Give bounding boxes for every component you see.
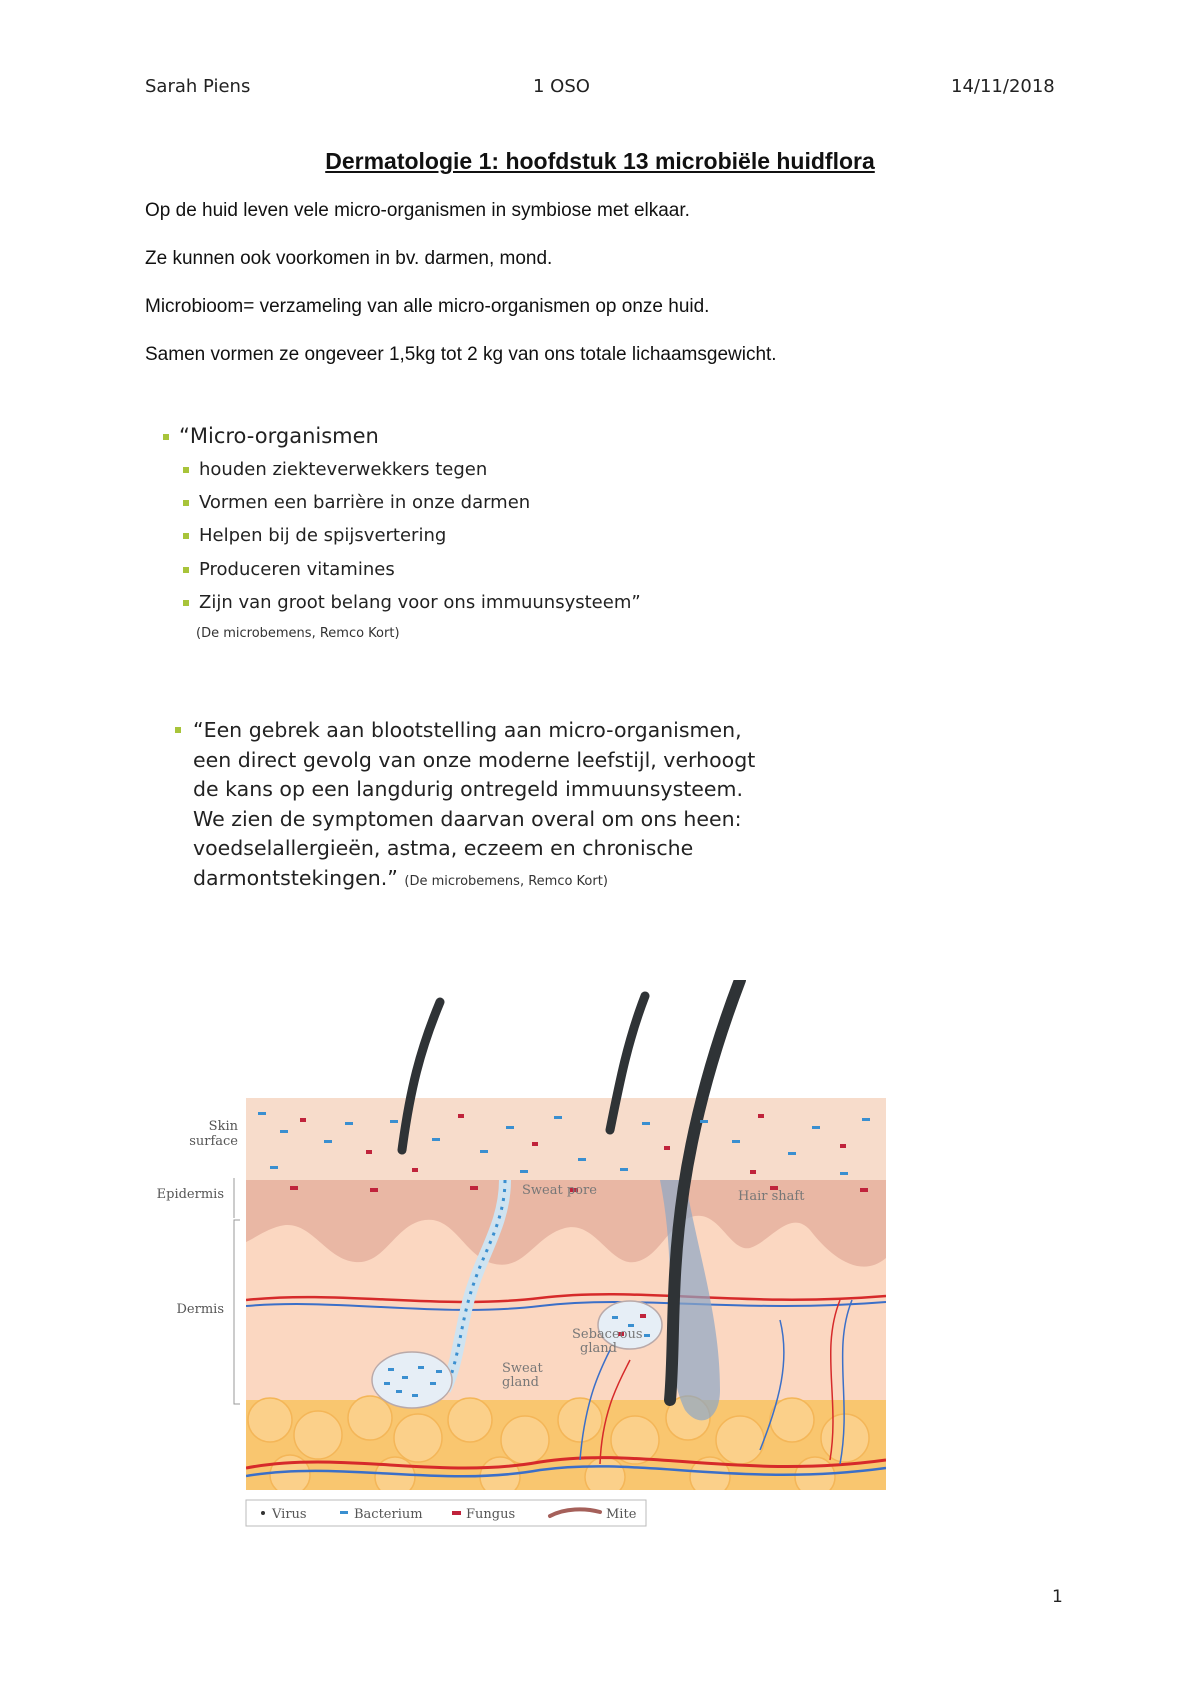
label-epidermis: Epidermis [156, 1187, 224, 1202]
legend-virus: Virus [272, 1507, 307, 1522]
quote2-line-4: We zien de symptomen daarvan overal om ons heen: [193, 806, 742, 831]
page-title: Dermatologie 1: hoofdstuk 13 microbiële huidflora [325, 148, 875, 174]
label-sweat-pore: Sweat pore [522, 1183, 597, 1198]
label-skin-surface-1: Skin [208, 1119, 238, 1134]
label-sweat-gland-2: gland [502, 1375, 539, 1390]
bullet-marker [163, 434, 169, 440]
header-date: 14/11/2018 [951, 76, 1055, 97]
figure-legend [246, 1500, 646, 1526]
bracket-dermis [234, 1220, 240, 1404]
bullet-marker [183, 600, 189, 606]
quote1-item-4: Produceren vitamines [183, 559, 395, 580]
quote1-heading-text: “Micro-organismen [179, 424, 379, 448]
label-sweat-gland-1: Sweat [502, 1361, 543, 1376]
legend-mite: Mite [606, 1507, 637, 1522]
legend-fungus-marker [452, 1511, 461, 1515]
header-author: Sarah Piens [145, 76, 251, 97]
bullet-marker [175, 727, 181, 733]
paragraph-2: Ze kunnen ook voorkomen in bv. darmen, mond. [145, 248, 553, 269]
page-number: 1 [1052, 1587, 1063, 1607]
quote2-line-1: “Een gebrek aan blootstelling aan micro-organismen, [193, 718, 742, 742]
quote1-heading [163, 424, 379, 448]
bullet-marker [183, 467, 189, 473]
legend-fungus: Fungus [466, 1507, 516, 1522]
label-skin-surface-2: surface [189, 1134, 238, 1149]
sweat-gland [372, 1352, 452, 1408]
quote2-line-6: darmontstekingen.” (De microbemens, Remco Kort) [193, 865, 608, 890]
skin-diagram [140, 980, 900, 1540]
bullet-marker [183, 500, 189, 506]
bullet-marker [183, 567, 189, 573]
quote2-line-3: de kans op een langdurig ontregeld immuunsysteem. [193, 777, 743, 801]
bullet-marker [183, 533, 189, 539]
quote2-line-2: een direct gevolg van onze moderne leefstijl, verhoogt [193, 747, 756, 772]
label-sebaceous-2: gland [580, 1341, 617, 1356]
quote1-item-2: Vormen een barrière in onze darmen [183, 492, 530, 513]
quote1-item-5: Zijn van groot belang voor ons immuunsysteem” [183, 592, 641, 613]
quote1-item-1: houden ziekteverwekkers tegen [183, 459, 487, 480]
legend-bacterium-marker [340, 1511, 348, 1514]
paragraph-1: Op de huid leven vele micro-organismen in symbiose met elkaar. [145, 200, 690, 221]
paragraph-3: Microbioom= verzameling van alle micro-organismen op onze huid. [145, 296, 710, 317]
quote1-citation: (De microbemens, Remco Kort) [196, 626, 400, 641]
label-sebaceous-1: Sebaceous [572, 1327, 643, 1342]
label-dermis: Dermis [176, 1302, 224, 1317]
quote2-citation: (De microbemens, Remco Kort) [404, 873, 608, 889]
legend-virus-marker [261, 1511, 265, 1515]
header-class: 1 OSO [533, 76, 590, 97]
quote2-line-5: voedselallergieën, astma, eczeem en chronische [193, 836, 694, 860]
label-hair-shaft: Hair shaft [738, 1189, 805, 1204]
quote1-item-3: Helpen bij de spijsvertering [183, 525, 446, 546]
skin-surface-layer [246, 1098, 886, 1180]
paragraph-4: Samen vormen ze ongeveer 1,5kg tot 2 kg van ons totale lichaamsgewicht. [145, 344, 777, 365]
legend-bacterium: Bacterium [354, 1507, 423, 1522]
